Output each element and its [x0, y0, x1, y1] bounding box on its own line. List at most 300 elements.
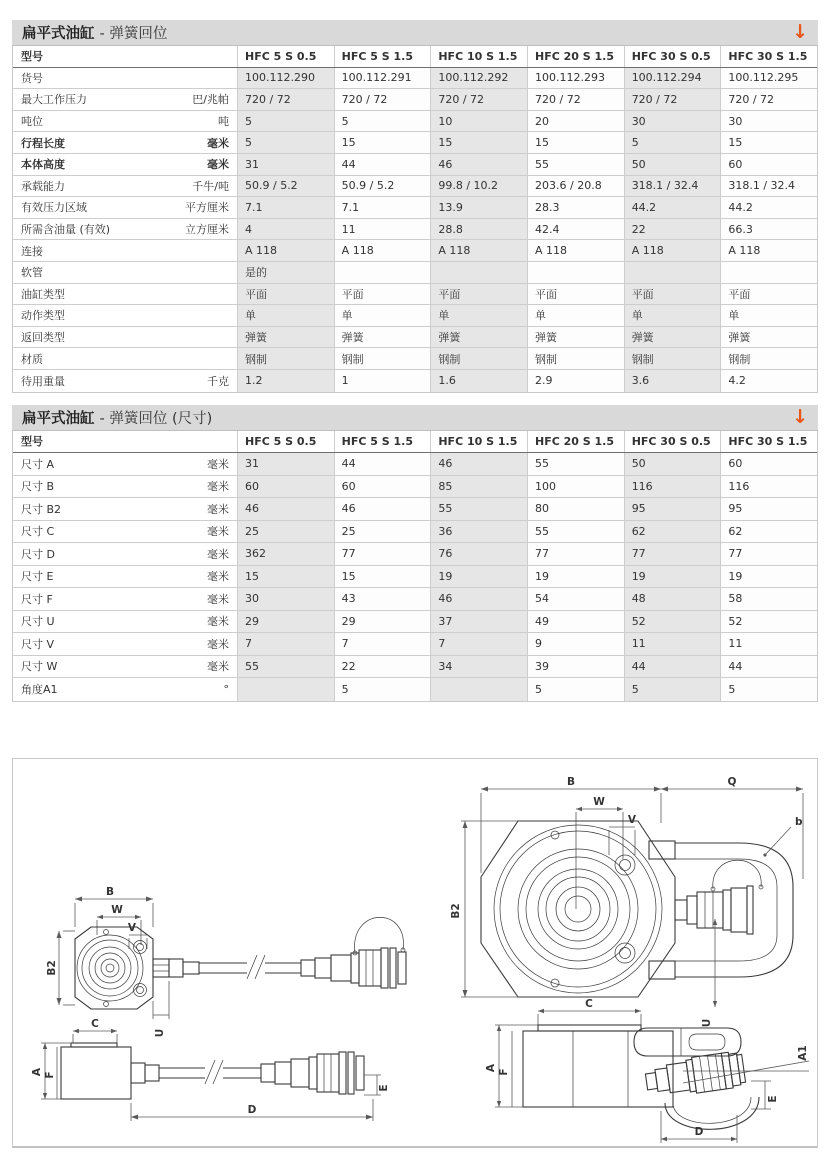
row-label: 油缸类型 — [21, 287, 65, 301]
value-cell: 15 — [528, 132, 625, 153]
value-cell: 19 — [431, 566, 528, 588]
value-cell: 100.112.295 — [721, 68, 817, 89]
row-label: 尺寸 F — [21, 592, 53, 606]
dim-label-q: Q — [727, 775, 737, 788]
value-cell: 100.112.290 — [238, 68, 335, 89]
model-header-5: HFC 30 S 0.5 — [625, 431, 722, 453]
value-cell: 钢制 — [721, 348, 817, 369]
value-cell: 1.2 — [238, 370, 335, 392]
download-arrow-icon[interactable]: ↓ — [792, 405, 808, 428]
table-row — [13, 219, 817, 241]
value-cell: 39 — [528, 656, 625, 678]
value-cell: 15 — [721, 132, 817, 153]
value-cell: 36 — [431, 521, 528, 543]
value-cell — [238, 678, 335, 701]
table-row — [13, 370, 817, 392]
table-row — [13, 588, 817, 611]
side-view — [31, 1018, 390, 1121]
dim-label-c: C — [585, 997, 593, 1010]
value-cell: 85 — [431, 476, 528, 498]
table-row — [13, 68, 817, 90]
row-label: 尺寸 V — [21, 637, 55, 651]
value-cell: 100.112.293 — [528, 68, 625, 89]
value-cell: 720 / 72 — [625, 89, 722, 110]
model-header-6: HFC 30 S 1.5 — [721, 46, 817, 67]
value-cell: 77 — [625, 543, 722, 565]
dim-label-b2: B2 — [450, 902, 462, 919]
row-label-cell — [13, 611, 238, 633]
row-unit: 毫米 — [207, 547, 229, 561]
table-row — [13, 543, 817, 566]
value-cell: 30 — [238, 588, 335, 610]
value-cell: 5 — [335, 678, 432, 701]
row-label-cell — [13, 453, 238, 475]
side-view-2 — [485, 998, 809, 1143]
model-header-6: HFC 30 S 1.5 — [721, 431, 817, 453]
value-cell: 平面 — [238, 284, 335, 305]
row-label-cell — [13, 521, 238, 543]
value-cell: 50 — [625, 154, 722, 175]
value-cell: A 118 — [721, 240, 817, 261]
value-cell: 单 — [335, 305, 432, 326]
technical-drawing — [13, 759, 817, 1147]
value-cell: 7.1 — [238, 197, 335, 218]
row-label: 尺寸 B — [21, 480, 55, 494]
value-cell: 100.112.291 — [335, 68, 432, 89]
value-cell: 钢制 — [625, 348, 722, 369]
value-cell: 单 — [431, 305, 528, 326]
value-cell: 25 — [335, 521, 432, 543]
row-label-cell — [13, 219, 238, 240]
table-row — [13, 611, 817, 634]
value-cell: 5 — [721, 678, 817, 701]
row-label: 所需含油量 (有效) — [21, 223, 111, 237]
dim-label-f: F — [498, 1067, 510, 1076]
value-cell: 95 — [625, 498, 722, 520]
table-header-row — [13, 46, 817, 68]
value-cell: 15 — [238, 566, 335, 588]
dim-label-a: A — [485, 1063, 497, 1072]
row-label-cell — [13, 89, 238, 110]
row-label-cell — [13, 262, 238, 283]
table-row — [13, 678, 817, 701]
row-label-cell — [13, 240, 238, 261]
dim-label-f: F — [44, 1070, 56, 1079]
value-cell: 钢制 — [238, 348, 335, 369]
section-subtitle: - 弹簧回位 — [99, 26, 168, 42]
value-cell: 5 — [625, 678, 722, 701]
model-header-3: HFC 10 S 1.5 — [431, 431, 528, 453]
table-row — [13, 453, 817, 476]
dimensions-section — [12, 405, 818, 702]
value-cell: A 118 — [335, 240, 432, 261]
row-unit: 毫米 — [207, 457, 229, 471]
section-subtitle: - 弹簧回位 (尺寸) — [99, 410, 213, 427]
row-label-cell — [13, 284, 238, 305]
value-cell: 5 — [238, 132, 335, 153]
value-cell: 单 — [528, 305, 625, 326]
dim-label-a1: A1 — [797, 1044, 809, 1061]
row-label-cell — [13, 370, 238, 392]
table-row — [13, 111, 817, 133]
value-cell: 99.8 / 10.2 — [431, 176, 528, 197]
value-cell: 30 — [721, 111, 817, 132]
table-row — [13, 476, 817, 499]
dimensions-table — [12, 431, 818, 702]
table-row — [13, 154, 817, 176]
model-header-label: 型号 — [21, 50, 43, 64]
row-label-cell — [13, 327, 238, 348]
row-label: 尺寸 W — [21, 660, 58, 674]
value-cell: 46 — [238, 498, 335, 520]
value-cell: 15 — [431, 132, 528, 153]
row-label-cell — [13, 678, 238, 701]
value-cell: 55 — [528, 154, 625, 175]
dim-label-v: V — [127, 921, 137, 934]
table-row — [13, 566, 817, 589]
value-cell: 15 — [335, 566, 432, 588]
technical-drawing-panel — [12, 758, 818, 1148]
value-cell: 58 — [721, 588, 817, 610]
value-cell: 116 — [721, 476, 817, 498]
value-cell: 13.9 — [431, 197, 528, 218]
value-cell: 7.1 — [335, 197, 432, 218]
row-unit: 千牛/吨 — [192, 179, 229, 193]
row-label-cell — [13, 566, 238, 588]
value-cell: 4.2 — [721, 370, 817, 392]
value-cell: 362 — [238, 543, 335, 565]
row-label: 返回类型 — [21, 331, 65, 345]
value-cell: 46 — [335, 498, 432, 520]
value-cell: A 118 — [238, 240, 335, 261]
value-cell: 100.112.294 — [625, 68, 722, 89]
table-row — [13, 633, 817, 656]
model-column-header — [13, 431, 238, 453]
value-cell: 720 / 72 — [721, 89, 817, 110]
value-cell — [528, 262, 625, 283]
value-cell: 弹簧 — [625, 327, 722, 348]
row-label: 尺寸 D — [21, 547, 55, 561]
value-cell: 46 — [431, 453, 528, 475]
value-cell: 100.112.292 — [431, 68, 528, 89]
row-label-cell — [13, 633, 238, 655]
row-unit: 毫米 — [207, 592, 229, 606]
value-cell: 19 — [528, 566, 625, 588]
value-cell: 720 / 72 — [238, 89, 335, 110]
value-cell: 720 / 72 — [335, 89, 432, 110]
value-cell: 52 — [721, 611, 817, 633]
row-label-cell — [13, 176, 238, 197]
dimensions-title-bar — [12, 405, 818, 431]
value-cell: 76 — [431, 543, 528, 565]
row-label-cell — [13, 197, 238, 218]
section-title: 扁平式油缸 — [22, 410, 95, 427]
row-label: 本体高度 — [21, 158, 65, 172]
row-unit: 毫米 — [207, 502, 229, 516]
value-cell — [335, 262, 432, 283]
dim-label-b: B — [566, 775, 576, 788]
dim-label-e: E — [767, 1094, 779, 1103]
dim-label-c: C — [91, 1017, 99, 1030]
model-header-5: HFC 30 S 0.5 — [625, 46, 722, 67]
value-cell: 42.4 — [528, 219, 625, 240]
row-label: 尺寸 C — [21, 525, 55, 539]
table-row — [13, 89, 817, 111]
row-label: 最大工作压力 — [21, 93, 87, 107]
value-cell: 10 — [431, 111, 528, 132]
model-column-header — [13, 46, 238, 67]
model-header-4: HFC 20 S 1.5 — [528, 46, 625, 67]
value-cell: 19 — [625, 566, 722, 588]
model-header-3: HFC 10 S 1.5 — [431, 46, 528, 67]
value-cell: 44 — [625, 656, 722, 678]
row-label: 货号 — [21, 71, 43, 85]
model-header-4: HFC 20 S 1.5 — [528, 431, 625, 453]
value-cell: 318.1 / 32.4 — [625, 176, 722, 197]
row-unit: 吨 — [218, 115, 229, 129]
row-label-cell — [13, 111, 238, 132]
value-cell: 62 — [625, 521, 722, 543]
table-row — [13, 262, 817, 284]
value-cell: 46 — [431, 588, 528, 610]
row-label-cell — [13, 348, 238, 369]
table-row — [13, 240, 817, 262]
value-cell: 77 — [528, 543, 625, 565]
row-label: 角度A1 — [21, 683, 58, 697]
value-cell: 15 — [335, 132, 432, 153]
value-cell: 720 / 72 — [431, 89, 528, 110]
value-cell: 20 — [528, 111, 625, 132]
row-label: 吨位 — [21, 115, 43, 129]
row-unit: 毫米 — [207, 637, 229, 651]
value-cell: 55 — [238, 656, 335, 678]
table-row — [13, 656, 817, 679]
table-row — [13, 521, 817, 544]
value-cell: 60 — [721, 154, 817, 175]
value-cell: 44 — [335, 453, 432, 475]
row-unit: 毫米 — [207, 615, 229, 629]
table-row — [13, 132, 817, 154]
row-unit: 巴/兆帕 — [192, 93, 229, 107]
table-header-row — [13, 431, 817, 454]
model-header-1: HFC 5 S 0.5 — [238, 46, 335, 67]
value-cell: 80 — [528, 498, 625, 520]
value-cell: 2.9 — [528, 370, 625, 392]
value-cell: 11 — [721, 633, 817, 655]
row-label: 材质 — [21, 352, 43, 366]
value-cell: 1 — [335, 370, 432, 392]
dim-label-w: W — [111, 903, 123, 916]
row-label-cell — [13, 132, 238, 153]
row-unit: ° — [223, 682, 229, 696]
row-label: 待用重量 — [21, 374, 65, 388]
row-unit: 平方厘米 — [185, 201, 229, 215]
value-cell: 平面 — [528, 284, 625, 305]
value-cell: 是的 — [238, 262, 335, 283]
row-unit: 毫米 — [207, 660, 229, 674]
value-cell: 弹簧 — [528, 327, 625, 348]
value-cell: 203.6 / 20.8 — [528, 176, 625, 197]
table-row — [13, 498, 817, 521]
value-cell: 9 — [528, 633, 625, 655]
value-cell: 单 — [238, 305, 335, 326]
value-cell: 弹簧 — [335, 327, 432, 348]
value-cell: 单 — [625, 305, 722, 326]
table-row — [13, 176, 817, 198]
value-cell: 44.2 — [721, 197, 817, 218]
dim-label-d: D — [694, 1125, 704, 1138]
value-cell: 11 — [335, 219, 432, 240]
value-cell — [431, 678, 528, 701]
value-cell: 25 — [238, 521, 335, 543]
value-cell: 7 — [431, 633, 528, 655]
value-cell: 22 — [625, 219, 722, 240]
table-row — [13, 348, 817, 370]
value-cell: 22 — [335, 656, 432, 678]
value-cell: 60 — [238, 476, 335, 498]
value-cell: 60 — [721, 453, 817, 475]
value-cell: 46 — [431, 154, 528, 175]
value-cell: 弹簧 — [431, 327, 528, 348]
value-cell: 29 — [335, 611, 432, 633]
row-label: 尺寸 A — [21, 457, 55, 471]
value-cell: 95 — [721, 498, 817, 520]
value-cell: 单 — [721, 305, 817, 326]
table-row — [13, 327, 817, 349]
value-cell: 30 — [625, 111, 722, 132]
value-cell: 55 — [431, 498, 528, 520]
value-cell: 49 — [528, 611, 625, 633]
top-view — [450, 776, 803, 1027]
value-cell: 116 — [625, 476, 722, 498]
row-unit: 毫米 — [207, 136, 229, 150]
row-label: 行程长度 — [21, 136, 65, 150]
row-label-cell — [13, 68, 238, 89]
value-cell: 77 — [721, 543, 817, 565]
value-cell: 钢制 — [335, 348, 432, 369]
dim-label-u: U — [701, 1018, 713, 1027]
row-label: 尺寸 B2 — [21, 502, 62, 516]
section-title: 扁平式油缸 — [22, 26, 95, 42]
hose-label-b: b — [795, 815, 803, 828]
row-label-cell — [13, 476, 238, 498]
value-cell: 11 — [625, 633, 722, 655]
value-cell: 28.8 — [431, 219, 528, 240]
value-cell: 4 — [238, 219, 335, 240]
value-cell: 37 — [431, 611, 528, 633]
dim-label-d: D — [247, 1103, 257, 1116]
row-label: 尺寸 E — [21, 570, 54, 584]
value-cell: 5 — [335, 111, 432, 132]
value-cell: 7 — [335, 633, 432, 655]
value-cell: 60 — [335, 476, 432, 498]
value-cell: 5 — [238, 111, 335, 132]
specs-title-bar — [12, 20, 818, 46]
value-cell — [721, 262, 817, 283]
row-label-cell — [13, 305, 238, 326]
row-label: 承载能力 — [21, 179, 65, 193]
value-cell: 55 — [528, 453, 625, 475]
value-cell: A 118 — [431, 240, 528, 261]
value-cell: 平面 — [721, 284, 817, 305]
value-cell: 弹簧 — [721, 327, 817, 348]
row-unit: 毫米 — [207, 480, 229, 494]
value-cell: 66.3 — [721, 219, 817, 240]
value-cell: 1.6 — [431, 370, 528, 392]
value-cell: 28.3 — [528, 197, 625, 218]
value-cell: 54 — [528, 588, 625, 610]
model-header-2: HFC 5 S 1.5 — [335, 431, 432, 453]
value-cell: 34 — [431, 656, 528, 678]
value-cell: 平面 — [431, 284, 528, 305]
value-cell: 5 — [625, 132, 722, 153]
value-cell: 31 — [238, 453, 335, 475]
value-cell: 19 — [721, 566, 817, 588]
value-cell: 50.9 / 5.2 — [238, 176, 335, 197]
dim-label-b: B — [105, 885, 115, 898]
row-label: 软管 — [21, 266, 43, 280]
value-cell: 31 — [238, 154, 335, 175]
value-cell: 62 — [721, 521, 817, 543]
value-cell: 48 — [625, 588, 722, 610]
value-cell: 44.2 — [625, 197, 722, 218]
value-cell — [625, 262, 722, 283]
value-cell: 钢制 — [528, 348, 625, 369]
model-header-2: HFC 5 S 1.5 — [335, 46, 432, 67]
row-unit: 毫米 — [207, 525, 229, 539]
model-header-1: HFC 5 S 0.5 — [238, 431, 335, 453]
row-label: 动作类型 — [21, 309, 65, 323]
model-header-label: 型号 — [21, 435, 43, 449]
download-arrow-icon[interactable]: ↓ — [792, 21, 808, 43]
row-unit: 毫米 — [207, 570, 229, 584]
dim-label-b2: B2 — [46, 959, 58, 976]
value-cell: 55 — [528, 521, 625, 543]
value-cell: 44 — [721, 656, 817, 678]
value-cell: 318.1 / 32.4 — [721, 176, 817, 197]
value-cell: 平面 — [625, 284, 722, 305]
value-cell: 720 / 72 — [528, 89, 625, 110]
value-cell: 钢制 — [431, 348, 528, 369]
row-unit: 立方厘米 — [185, 223, 229, 237]
value-cell: A 118 — [625, 240, 722, 261]
table-row — [13, 284, 817, 306]
row-label-cell — [13, 543, 238, 565]
row-label-cell — [13, 498, 238, 520]
row-label-cell — [13, 154, 238, 175]
value-cell: 44 — [335, 154, 432, 175]
value-cell: 5 — [528, 678, 625, 701]
specs-section — [12, 20, 818, 393]
row-label: 有效压力区域 — [21, 201, 87, 215]
dim-label-w: W — [593, 795, 605, 808]
dim-label-a: A — [31, 1067, 43, 1076]
value-cell: 43 — [335, 588, 432, 610]
value-cell: 77 — [335, 543, 432, 565]
value-cell: 100 — [528, 476, 625, 498]
dim-label-e: E — [378, 1083, 390, 1092]
table-row — [13, 305, 817, 327]
specs-table — [12, 46, 818, 393]
dim-label-u: U — [154, 1028, 166, 1037]
row-unit: 毫米 — [207, 158, 229, 172]
value-cell: 平面 — [335, 284, 432, 305]
row-unit: 千克 — [207, 374, 229, 388]
value-cell: 29 — [238, 611, 335, 633]
front-view — [46, 886, 406, 1037]
value-cell: 3.6 — [625, 370, 722, 392]
table-row — [13, 197, 817, 219]
